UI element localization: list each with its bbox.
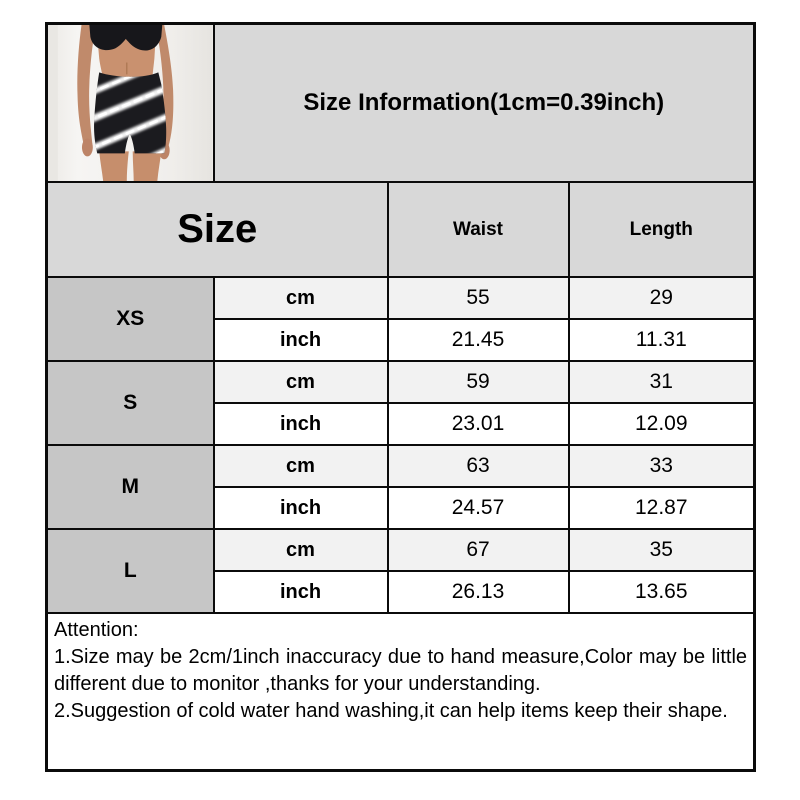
xs-waist-cm: 55	[388, 277, 569, 319]
s-waist-cm: 59	[388, 361, 569, 403]
xs-waist-inch: 21.45	[388, 319, 569, 361]
s-waist-inch: 23.01	[388, 403, 569, 445]
unit-label-cm: cm	[214, 277, 388, 319]
product-photo-cell	[47, 24, 214, 183]
column-header-length: Length	[569, 182, 755, 277]
size-label-s: S	[47, 361, 214, 445]
size-info-title: Size Information(1cm=0.39inch)	[214, 24, 755, 183]
xs-length-cm: 29	[569, 277, 755, 319]
size-label-l: L	[47, 529, 214, 613]
unit-label-cm: cm	[214, 529, 388, 571]
attention-note-1: 1.Size may be 2cm/1inch inaccuracy due to hand measure,Color may be little different due to monitor ,thanks for your understanding.	[54, 646, 748, 695]
l-waist-cm: 67	[388, 529, 569, 571]
unit-label-inch: inch	[214, 487, 388, 529]
unit-label-cm: cm	[214, 445, 388, 487]
unit-label-inch: inch	[214, 319, 388, 361]
l-waist-inch: 26.13	[388, 571, 569, 613]
product-photo	[48, 25, 213, 181]
xs-length-inch: 11.31	[569, 319, 755, 361]
column-header-waist: Waist	[388, 182, 569, 277]
attention-title: Attention:	[54, 619, 139, 641]
m-length-inch: 12.87	[569, 487, 755, 529]
size-label-m: M	[47, 445, 214, 529]
size-chart-sheet	[45, 22, 756, 772]
unit-label-inch: inch	[214, 403, 388, 445]
attention-section	[47, 613, 755, 771]
size-label-xs: XS	[47, 277, 214, 361]
m-waist-inch: 24.57	[388, 487, 569, 529]
unit-label-inch: inch	[214, 571, 388, 613]
l-length-cm: 35	[569, 529, 755, 571]
s-length-cm: 31	[569, 361, 755, 403]
size-chart-table	[45, 22, 756, 772]
m-waist-cm: 63	[388, 445, 569, 487]
attention-note-2: 2.Suggestion of cold water hand washing,it can help items keep their shape.	[54, 700, 728, 722]
l-length-inch: 13.65	[569, 571, 755, 613]
column-header-size: Size	[47, 182, 388, 277]
s-length-inch: 12.09	[569, 403, 755, 445]
m-length-cm: 33	[569, 445, 755, 487]
unit-label-cm: cm	[214, 361, 388, 403]
